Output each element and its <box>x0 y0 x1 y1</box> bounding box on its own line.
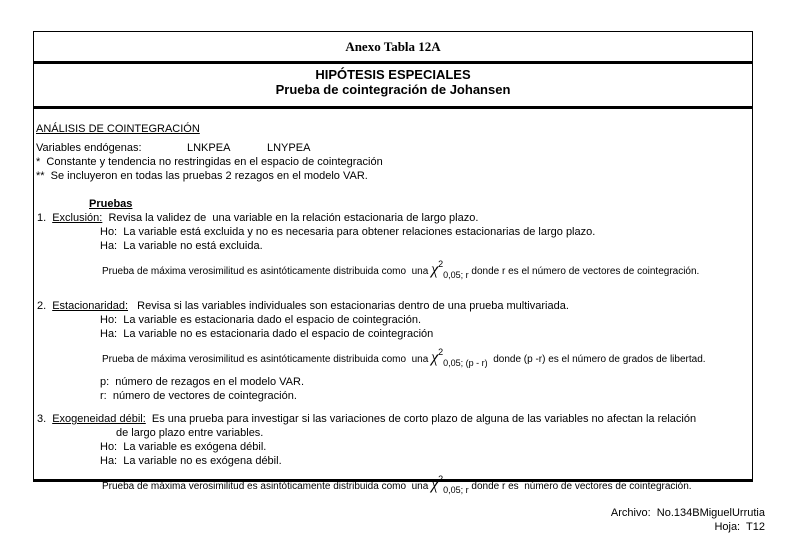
formula-suffix: donde r es número de vectores de cointegración. <box>468 481 692 492</box>
formula-prefix: Prueba de máxima verosimilitud es asintóticamente distribuida como una <box>102 481 432 492</box>
chi-exponent: 2 <box>438 259 444 269</box>
test-name: Estacionaridad: <box>52 300 129 312</box>
footer-hoja: Hoja: T12 <box>714 520 765 533</box>
chi-subscript: 0,05; r <box>443 485 469 495</box>
variable-lnkpea: LNKPEA <box>187 142 231 154</box>
test-stationarity <box>36 299 748 403</box>
section-heading: ANÁLISIS DE COINTEGRACIÓN <box>36 123 200 135</box>
test-title-line <box>37 211 748 225</box>
test-description: Revisa la validez de una variable en la relación estacionaria de largo plazo. <box>102 212 479 224</box>
null-hypothesis-line: Ho: La variable es exógena débil. <box>100 441 267 453</box>
test-title-line <box>37 412 748 426</box>
test-exclusion <box>36 211 748 285</box>
null-hypothesis-line: Ho: La variable está excluida y no es necesaria para obtener relaciones estacionarias de largo plazo. <box>100 226 596 238</box>
formula-suffix: donde r es el número de vectores de cointegración. <box>468 266 700 277</box>
test-description: Revisa si las variables individuales son estacionarias dentro de una prueba multivariada. <box>128 300 569 312</box>
anexo-title: Anexo Tabla 12A <box>345 38 441 54</box>
chi-square-note <box>102 470 748 500</box>
chi-symbol: χ <box>431 349 439 366</box>
test-weak-exogeneity <box>36 412 748 500</box>
test-title-line <box>37 299 748 313</box>
chi-symbol: χ <box>431 476 439 493</box>
test-number: 1. <box>37 212 47 224</box>
page-footer <box>611 507 765 534</box>
table-sheet <box>33 31 753 495</box>
content-area <box>34 109 752 495</box>
note-var-lags: ** Se incluyeron en todas las pruebas 2 rezagos en el modelo VAR. <box>36 170 368 182</box>
variable-lnypea: LNYPEA <box>267 142 311 154</box>
footer-archivo: Archivo: No.134BMiguelUrrutia <box>610 507 765 519</box>
formula-prefix: Prueba de máxima verosimilitud es asintóticamente distribuida como una <box>102 266 432 277</box>
chi-exponent: 2 <box>438 474 444 484</box>
definition-r-line: r: número de vectores de cointegración. <box>100 390 297 402</box>
alt-hypothesis-line: Ha: La variable no es exógena débil. <box>100 455 282 467</box>
formula-prefix: Prueba de máxima verosimilitud es asintóticamente distribuida como una <box>102 354 432 365</box>
test-name: Exogeneidad débil: <box>52 413 146 425</box>
test-number: 3. <box>37 413 47 425</box>
variables-label: Variables endógenas: <box>36 142 142 154</box>
definition-p-line: p: número de rezagos en el modelo VAR. <box>100 376 305 388</box>
alt-hypothesis-line: Ha: La variable no es estacionaria dado el espacio de cointegración <box>100 328 434 340</box>
null-hypothesis-line: Ho: La variable es estacionaria dado el espacio de cointegración. <box>100 314 422 326</box>
tests-heading: Pruebas <box>89 198 133 210</box>
note-constant-trend: * Constante y tendencia no restringidas en el espacio de cointegración <box>36 156 383 168</box>
variables-line <box>36 141 748 155</box>
test-name: Exclusión: <box>52 212 103 224</box>
chi-symbol: χ <box>431 261 439 278</box>
test-description: Es una prueba para investigar si las variaciones de corto plazo de alguna de las variables no afectan la relación <box>145 413 697 425</box>
chi-square-note <box>102 343 748 373</box>
test-description-continued: de largo plazo entre variables. <box>116 427 264 439</box>
alt-hypothesis-line: Ha: La variable no está excluida. <box>100 240 263 252</box>
chi-square-note <box>102 255 748 285</box>
chi-exponent: 2 <box>438 347 444 357</box>
anexo-header-row <box>34 32 752 64</box>
chi-subscript: 0,05; (p - r) <box>443 358 488 368</box>
formula-suffix: donde (p -r) es el número de grados de libertad. <box>487 354 706 365</box>
main-title: HIPÓTESIS ESPECIALES <box>315 67 471 82</box>
subtitle: Prueba de cointegración de Johansen <box>275 82 511 97</box>
chi-subscript: 0,05; r <box>443 270 469 280</box>
test-number: 2. <box>37 300 47 312</box>
title-row <box>34 64 752 109</box>
